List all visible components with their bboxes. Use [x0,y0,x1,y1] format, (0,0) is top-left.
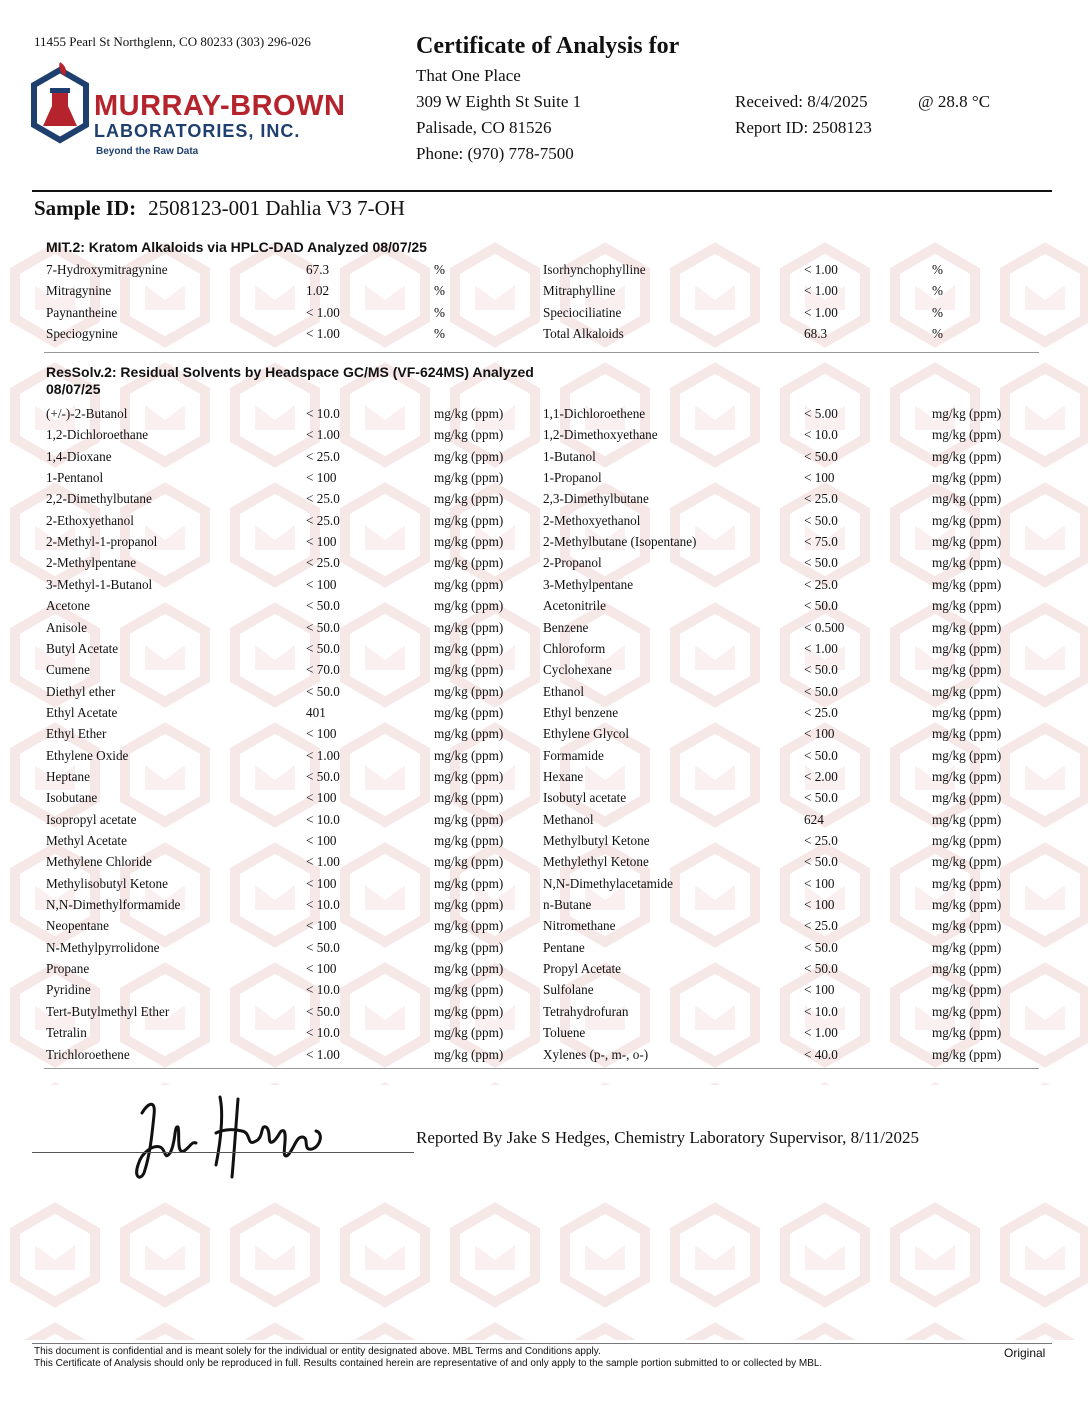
analyte-result: < 100 [306,470,337,486]
analyte-unit: mg/kg (ppm) [932,790,1002,806]
analyte-result: < 25.0 [804,918,838,934]
analyte-result: < 25.0 [306,512,340,528]
table-row [46,748,1046,769]
analyte-unit: % [932,283,943,299]
analyte-result: < 50.0 [804,939,838,955]
analyte-unit: mg/kg (ppm) [932,1046,1002,1062]
analyte-result: < 10.0 [804,1003,838,1019]
table-row [46,577,1046,598]
analyte-unit: mg/kg (ppm) [434,662,504,678]
analyte-result: < 100 [804,726,835,742]
client-name: That One Place [416,66,521,85]
analyte-unit: mg/kg (ppm) [434,982,504,998]
analyte-name: 2,3-Dimethylbutane [543,491,649,507]
analyte-result: < 100 [306,918,337,934]
analyte-unit: mg/kg (ppm) [932,726,1002,742]
analyte-result: < 50.0 [306,640,340,656]
footer-divider [32,1343,1052,1344]
analyte-name: Propyl Acetate [543,961,622,977]
analyte-unit: mg/kg (ppm) [434,790,504,806]
table-row [46,812,1046,833]
analyte-unit: mg/kg (ppm) [434,640,504,656]
analyte-result: 624 [804,811,824,827]
analyte-result: < 100 [804,875,835,891]
table-row [46,726,1046,747]
analyte-result: < 2.00 [804,768,838,784]
table-row [46,283,1046,304]
analyte-name: Xylenes (p-, m-, o-) [543,1046,649,1062]
table-row [46,897,1046,918]
analyte-result: 1.02 [306,283,330,299]
analyte-unit: mg/kg (ppm) [434,1003,504,1019]
analyte-unit: mg/kg (ppm) [932,662,1002,678]
analyte-unit: mg/kg (ppm) [434,961,504,977]
analyte-result: < 40.0 [804,1046,838,1062]
analyte-name: Propane [46,961,90,977]
analyte-result: < 100 [804,470,835,486]
signature-line [32,1152,414,1153]
analyte-name: Speciogynine [46,325,118,341]
analyte-name: Diethyl ether [46,683,116,699]
analyte-unit: mg/kg (ppm) [434,683,504,699]
analyte-result: < 100 [306,833,337,848]
analyte-result: < 100 [306,790,337,806]
received-temp: @ 28.8 °C [918,92,991,111]
analyte-unit: mg/kg (ppm) [932,854,1002,870]
analyte-name: 2,2-Dimethylbutane [46,491,152,507]
analyte-result: < 50.0 [306,768,340,784]
analyte-name: Methyl Acetate [46,833,127,848]
analyte-name: Acetone [46,598,90,614]
analyte-name: Ethylene Oxide [46,747,129,763]
table-row [46,555,1046,576]
section-divider [44,1068,1039,1069]
analyte-name: Benzene [543,619,589,635]
analyte-unit: mg/kg (ppm) [434,918,504,934]
section-divider [44,352,1039,353]
table-row [46,705,1046,726]
table-row [46,1025,1046,1046]
analyte-unit: % [932,304,943,320]
analyte-result: < 10.0 [306,897,340,913]
logo-tagline: Beyond the Raw Data [96,146,199,157]
analyte-name: N-Methylpyrrolidone [46,939,160,955]
analyte-result: < 1.00 [804,283,838,299]
analyte-result: < 1.00 [306,325,340,341]
analyte-name: Trichloroethene [46,1046,130,1062]
analyte-unit: mg/kg (ppm) [932,448,1002,464]
analyte-unit: mg/kg (ppm) [434,939,504,955]
analyte-name: 2-Ethoxyethanol [46,512,134,528]
analyte-result: < 75.0 [804,534,838,550]
analyte-result: < 100 [804,982,835,998]
analyte-result: < 25.0 [804,704,838,720]
analyte-unit: mg/kg (ppm) [434,512,504,528]
analyte-name: Pyridine [46,982,91,998]
analyte-name: 3-Methylpentane [543,576,634,592]
analyte-result: < 70.0 [306,662,340,678]
analyte-name: Isorhynchophylline [543,262,646,277]
table-row [46,833,1046,854]
logo-name-line2: LABORATORIES, INC. [94,121,301,141]
analyte-unit: mg/kg (ppm) [434,768,504,784]
analyte-name: 1,4-Dioxane [46,448,112,464]
analyte-result: < 10.0 [804,427,838,443]
table-row [46,305,1046,326]
analyte-result: < 25.0 [306,491,340,507]
sample-id-line [34,196,405,221]
analyte-name: Methylene Chloride [46,854,152,870]
reported-by: Reported By Jake S Hedges, Chemistry Laboratory Supervisor, 8/11/2025 [416,1128,919,1147]
analyte-name: Isobutane [46,790,98,806]
analyte-unit: mg/kg (ppm) [434,598,504,614]
analyte-name: n-Butane [543,897,592,913]
analyte-unit: mg/kg (ppm) [932,747,1002,763]
footer-confidential: This document is confidential and is meant solely for the individual or entity designated above. MBL Terms and Conditions apply. [34,1346,601,1357]
analyte-result: < 100 [306,961,337,977]
analyte-unit: mg/kg (ppm) [932,897,1002,913]
analyte-result: < 50.0 [306,939,340,955]
analyte-name: Methylbutyl Ketone [543,833,650,848]
analyte-result: < 10.0 [306,1025,340,1041]
analyte-name: Cyclohexane [543,662,612,678]
analyte-name: Ethanol [543,683,585,699]
table-row [46,598,1046,619]
analyte-unit: % [434,304,445,320]
table-row [46,620,1046,641]
analyte-name: Methylethyl Ketone [543,854,649,870]
analyte-result: < 1.00 [306,1046,340,1062]
analyte-result: < 5.00 [804,406,838,421]
table-row [46,961,1046,982]
analyte-unit: % [932,325,943,341]
analyte-name: 1,1-Dichloroethene [543,406,646,421]
analyte-unit: mg/kg (ppm) [932,768,1002,784]
table-row [46,876,1046,897]
table-row [46,449,1046,470]
analyte-unit: mg/kg (ppm) [932,961,1002,977]
analyte-result: < 50.0 [804,598,838,614]
analyte-name: 2-Propanol [543,555,602,571]
analyte-unit: mg/kg (ppm) [932,406,1002,421]
analyte-name: 1-Pentanol [46,470,104,486]
analyte-name: Sulfolane [543,982,594,998]
analyte-unit: mg/kg (ppm) [434,704,504,720]
analyte-unit: mg/kg (ppm) [932,1003,1002,1019]
analyte-result: < 1.00 [804,640,838,656]
analyte-result: < 1.00 [306,747,340,763]
client-city: Palisade, CO 81526 [416,118,552,137]
table-row [46,684,1046,705]
analyte-name: Methanol [543,811,594,827]
received-date: Received: 8/4/2025 [735,92,868,111]
analyte-name: Ethyl Acetate [46,704,118,720]
analyte-result: < 0.500 [804,619,845,635]
analyte-name: Butyl Acetate [46,640,119,656]
analyte-name: 1-Propanol [543,470,602,486]
analyte-unit: mg/kg (ppm) [434,833,504,848]
analyte-unit: mg/kg (ppm) [434,897,504,913]
sample-id-value: 2508123-001 Dahlia V3 7-OH [148,196,405,220]
analyte-unit: mg/kg (ppm) [434,1046,504,1062]
analyte-unit: mg/kg (ppm) [434,534,504,550]
analyte-unit: mg/kg (ppm) [932,534,1002,550]
analyte-name: Tetralin [46,1025,87,1041]
report-id: Report ID: 2508123 [735,118,872,137]
analyte-name: Cumene [46,662,90,678]
analyte-result: < 50.0 [804,555,838,571]
analyte-result: < 50.0 [804,683,838,699]
analyte-result: < 1.00 [804,262,838,277]
table-row [46,534,1046,555]
analyte-result: < 50.0 [306,1003,340,1019]
document-status: Original [1004,1346,1046,1360]
analyte-name: 2-Methylbutane (Isopentane) [543,534,697,550]
lab-logo [30,58,360,158]
footer-reproduction: This Certificate of Analysis should only be reproduced in full. Results contained herein are representative of and only apply to the sample portion submitted to or collected by MBL. [34,1358,823,1369]
analyte-result: < 50.0 [804,747,838,763]
analyte-unit: mg/kg (ppm) [434,491,504,507]
analyte-name: Speciociliatine [543,304,622,320]
analyte-name: Mitraphylline [543,283,616,299]
analyte-unit: mg/kg (ppm) [434,555,504,571]
analyte-name: 2-Methyl-1-propanol [46,534,158,550]
analyte-name: Ethylene Glycol [543,726,630,742]
analyte-unit: mg/kg (ppm) [932,982,1002,998]
analyte-result: < 1.00 [804,304,838,320]
analyte-result: < 50.0 [804,512,838,528]
analyte-unit: mg/kg (ppm) [932,598,1002,614]
client-street: 309 W Eighth St Suite 1 [416,92,582,111]
analyte-name: Ethyl benzene [543,704,619,720]
logo-name-line1: MURRAY-BROWN [94,90,346,122]
analyte-unit: % [932,262,943,277]
analyte-unit: mg/kg (ppm) [434,854,504,870]
table-row [46,1004,1046,1025]
analyte-name: N,N-Dimethylformamide [46,897,181,913]
analyte-result: < 25.0 [804,491,838,507]
table-row [46,790,1046,811]
analyte-result: 67.3 [306,262,330,277]
table-row [46,982,1046,1003]
section-title: ResSolv.2: Residual Solvents by Headspace GC/MS (VF-624MS) Analyzed 08/07/25 [46,364,534,397]
analyte-unit: mg/kg (ppm) [434,1025,504,1041]
analyte-unit: mg/kg (ppm) [434,747,504,763]
analyte-unit: mg/kg (ppm) [434,470,504,486]
analyte-unit: mg/kg (ppm) [434,811,504,827]
analyte-name: Anisole [46,619,88,635]
analyte-result: < 100 [306,726,337,742]
analyte-unit: mg/kg (ppm) [932,640,1002,656]
analyte-unit: mg/kg (ppm) [434,875,504,891]
analyte-name: Tert-Butylmethyl Ether [46,1003,170,1019]
analyte-result: < 10.0 [306,811,340,827]
analyte-unit: mg/kg (ppm) [434,406,504,421]
analyte-name: (+/-)-2-Butanol [46,406,128,421]
analyte-name: Paynantheine [46,304,118,320]
analyte-unit: mg/kg (ppm) [932,833,1002,848]
header-divider [32,190,1052,192]
analyte-name: 3-Methyl-1-Butanol [46,576,153,592]
table-row [46,513,1046,534]
table-row [46,662,1046,683]
analyte-unit: mg/kg (ppm) [932,939,1002,955]
table-row [46,769,1046,790]
analyte-name: Methylisobutyl Ketone [46,875,168,891]
analyte-result: < 100 [804,897,835,913]
analyte-unit: mg/kg (ppm) [932,875,1002,891]
analyte-result: < 50.0 [804,961,838,977]
table-row [46,491,1046,512]
analyte-result: 401 [306,704,326,720]
table-row [46,918,1046,939]
analyte-name: Ethyl Ether [46,726,107,742]
client-phone: Phone: (970) 778-7500 [416,144,574,163]
analyte-result: < 100 [306,534,337,550]
analyte-unit: mg/kg (ppm) [932,470,1002,486]
analyte-unit: mg/kg (ppm) [932,918,1002,934]
analyte-result: < 100 [306,875,337,891]
analyte-name: 2-Methylpentane [46,555,137,571]
analyte-result: < 100 [306,576,337,592]
analyte-name: Heptane [46,768,90,784]
section-title: MIT.2: Kratom Alkaloids via HPLC-DAD Analyzed 08/07/25 [46,239,427,255]
analyte-unit: mg/kg (ppm) [932,491,1002,507]
analyte-name: Acetonitrile [543,598,606,614]
analyte-name: Tetrahydrofuran [543,1003,629,1019]
analyte-result: < 50.0 [306,619,340,635]
signature-image [120,1085,335,1185]
analyte-unit: mg/kg (ppm) [932,704,1002,720]
analyte-unit: mg/kg (ppm) [932,555,1002,571]
table-row [46,940,1046,961]
table-row [46,854,1046,875]
table-row [46,427,1046,448]
analyte-name: 1,2-Dichloroethane [46,427,149,443]
analyte-name: Nitromethane [543,918,616,934]
analyte-name: 1-Butanol [543,448,596,464]
analyte-unit: mg/kg (ppm) [434,726,504,742]
analyte-result: < 1.00 [306,854,340,870]
analyte-result: < 50.0 [306,683,340,699]
lab-address: 11455 Pearl St Northglenn, CO 80233 (303) 296-026 [34,34,311,49]
analyte-name: 2-Methoxyethanol [543,512,641,528]
analyte-unit: % [434,325,445,341]
analyte-unit: mg/kg (ppm) [932,683,1002,699]
analyte-result: < 50.0 [804,662,838,678]
analyte-name: Isopropyl acetate [46,811,137,827]
sample-id-label: Sample ID: [34,196,137,220]
analyte-result: < 25.0 [804,833,838,848]
analyte-name: Neopentane [46,918,109,934]
analyte-name: Hexane [543,768,584,784]
analyte-unit: % [434,262,445,277]
analyte-unit: mg/kg (ppm) [932,576,1002,592]
analyte-unit: mg/kg (ppm) [434,576,504,592]
analyte-unit: mg/kg (ppm) [932,1025,1002,1041]
analyte-unit: mg/kg (ppm) [434,448,504,464]
analyte-name: Pentane [543,939,585,955]
table-row [46,262,1046,283]
analyte-name: 1,2-Dimethoxyethane [543,427,658,443]
analyte-unit: mg/kg (ppm) [434,427,504,443]
analyte-name: Formamide [543,747,604,763]
table-row [46,326,1046,347]
analyte-result: < 25.0 [804,576,838,592]
analyte-result: < 10.0 [306,406,340,421]
analyte-result: < 50.0 [804,790,838,806]
certificate-title: Certificate of Analysis for [416,33,680,59]
analyte-result: 68.3 [804,325,828,341]
analyte-unit: mg/kg (ppm) [434,619,504,635]
analyte-result: < 1.00 [306,304,340,320]
analyte-name: Toluene [543,1025,586,1041]
analyte-name: 7-Hydroxymitragynine [46,262,168,277]
analyte-unit: mg/kg (ppm) [932,619,1002,635]
analyte-name: N,N-Dimethylacetamide [543,875,673,891]
analyte-result: < 10.0 [306,982,340,998]
analyte-result: < 1.00 [306,427,340,443]
analyte-result: < 25.0 [306,555,340,571]
table-row [46,406,1046,427]
analyte-unit: % [434,283,445,299]
analyte-result: < 1.00 [804,1025,838,1041]
analyte-name: Mitragynine [46,283,112,299]
analyte-name: Isobutyl acetate [543,790,627,806]
table-row [46,1047,1046,1068]
analyte-result: < 50.0 [804,854,838,870]
table-row [46,641,1046,662]
analyte-name: Chloroform [543,640,606,656]
table-row [46,470,1046,491]
analyte-unit: mg/kg (ppm) [932,427,1002,443]
analyte-result: < 50.0 [306,598,340,614]
analyte-result: < 25.0 [306,448,340,464]
analyte-name: Total Alkaloids [543,325,624,341]
analyte-unit: mg/kg (ppm) [932,811,1002,827]
analyte-result: < 50.0 [804,448,838,464]
analyte-unit: mg/kg (ppm) [932,512,1002,528]
